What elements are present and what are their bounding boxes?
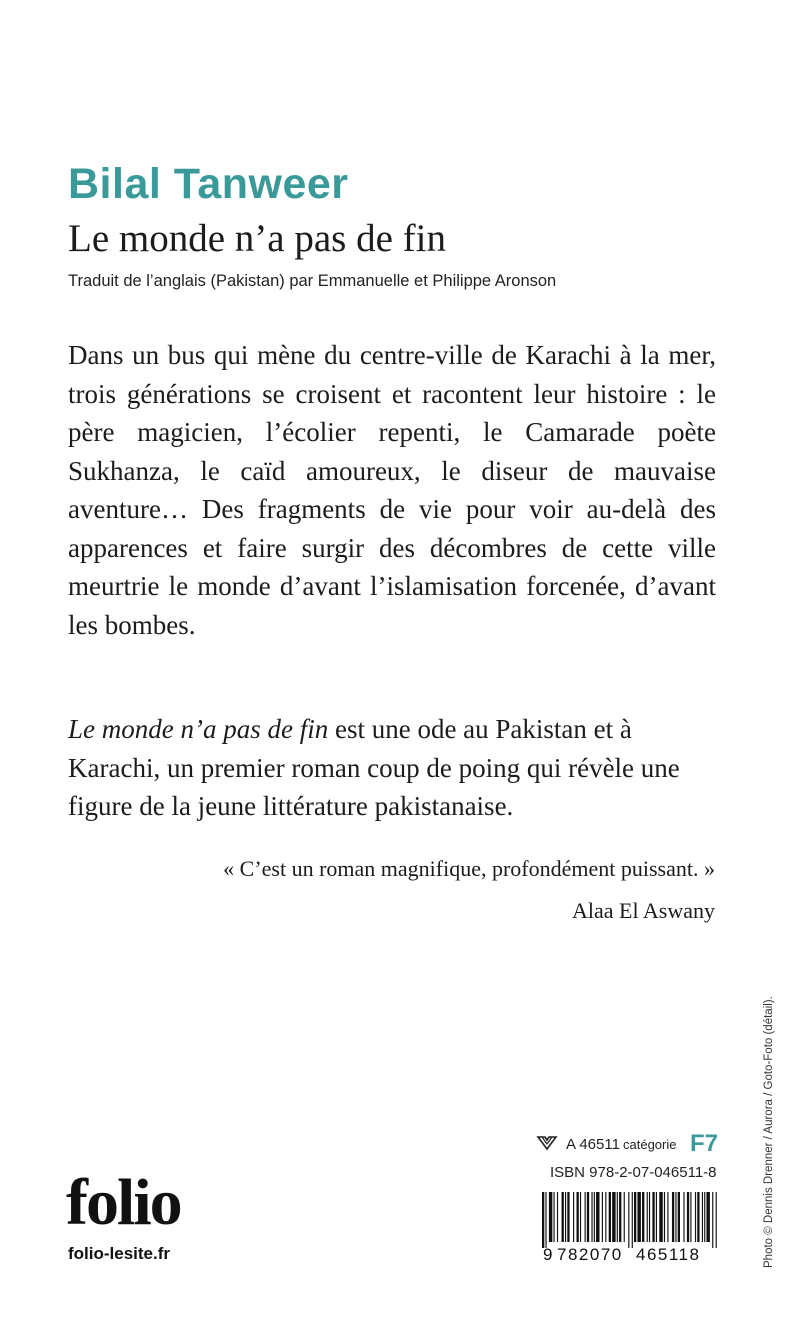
barcode-bar [716, 1192, 717, 1248]
author-name: Bilal Tanweer [68, 160, 349, 208]
barcode-bar [667, 1192, 668, 1242]
barcode-bar [712, 1192, 713, 1248]
publisher-website: folio-lesite.fr [68, 1244, 171, 1263]
category-label: catégorie [623, 1137, 677, 1152]
isbn: ISBN 978-2-07-046511-8 [550, 1164, 717, 1181]
barcode-bar [596, 1192, 599, 1242]
barcode-bar [587, 1192, 589, 1242]
barcode-bar [706, 1192, 709, 1242]
barcode-bar [549, 1192, 552, 1242]
barcode-bar [554, 1192, 555, 1242]
catalog-number: A 46511 [566, 1136, 620, 1153]
quote-attribution: Alaa El Aswany [572, 898, 715, 923]
barcode-bar [683, 1192, 684, 1242]
barcode-bar [634, 1192, 636, 1242]
barcode-bar [609, 1192, 611, 1242]
barcode-right-group: 465118 [636, 1245, 701, 1264]
barcode-bar [628, 1192, 629, 1248]
barcode-bar [577, 1192, 579, 1242]
barcode-bar [585, 1192, 586, 1242]
barcode-bar [580, 1192, 581, 1242]
barcode-bar [702, 1192, 703, 1242]
barcode-bar [637, 1192, 640, 1242]
barcode-bar [557, 1192, 558, 1242]
barcode-bar [690, 1192, 691, 1242]
barcode-first-digit: 9 [543, 1245, 553, 1264]
barcode-bar [542, 1192, 544, 1248]
photo-credit: Photo © Dennis Drenner / Aurora / Goto-Foto (détail). [763, 996, 775, 1268]
barcode-bar [594, 1192, 595, 1242]
category-code: F7 [690, 1130, 719, 1157]
pitch-italic-title: Le monde n’a pas de fin [68, 714, 329, 744]
summary-paragraph: Dans un bus qui mène du centre-ville de Karachi à la mer, trois générations se croisent et racontent leur histoire : le père magicien, l’écolier repenti, le Camarade poète Sukhanza, le caïd amoureux, le diseur de mauvaise aventure… Des fragments de vie pour voir au-delà des apparences et faire surgir des décombres de cette ville meurtrie le monde d’avant l’islamisation forcenée, d’avant les bombes. [68, 340, 716, 640]
barcode-bar [573, 1192, 574, 1242]
barcode-bar [545, 1192, 546, 1248]
barcode-bar [605, 1192, 606, 1242]
barcode-bar [659, 1192, 662, 1242]
barcode-bar [642, 1192, 644, 1242]
barcode-bar [678, 1192, 680, 1242]
barcode-bar [647, 1192, 648, 1242]
barcode-bar [675, 1192, 676, 1242]
barcode-bar [652, 1192, 654, 1242]
barcode-bar [656, 1192, 657, 1242]
fold-symbol-icon [536, 1135, 558, 1151]
barcode-bar [565, 1192, 566, 1242]
pitch-text: est une ode au Pakistan et à Karachi, un premier roman coup de poing qui révèle une figure de la jeune littérature pakistanaise. [68, 714, 680, 821]
barcode-bar [687, 1192, 689, 1242]
barcode-bar [591, 1192, 592, 1242]
pitch-paragraph [68, 710, 716, 826]
catalog-code [536, 1128, 719, 1157]
barcode-bar [697, 1192, 699, 1242]
barcode-bar [695, 1192, 696, 1242]
barcode-bar [624, 1192, 625, 1242]
barcode-bar [632, 1192, 633, 1248]
barcode-bar [612, 1192, 615, 1242]
book-title: Le monde n’a pas de fin [68, 217, 446, 260]
barcode-bar [602, 1192, 603, 1242]
barcode-bar [617, 1192, 618, 1242]
barcode-left-group: 782070 [557, 1245, 623, 1264]
barcode-bar [619, 1192, 621, 1242]
folio-logo: folio [66, 1166, 181, 1239]
translator-credit: Traduit de l’anglais (Pakistan) par Emmanuelle et Philippe Aronson [68, 272, 557, 290]
barcode-bar [672, 1192, 674, 1242]
barcode-bar [664, 1192, 665, 1242]
barcode-bar [567, 1192, 569, 1242]
barcode [540, 1192, 720, 1248]
barcode-bar [649, 1192, 650, 1242]
review-quote: « C’est un roman magnifique, profondément puissant. » [223, 856, 715, 881]
barcode-bar [704, 1192, 705, 1242]
barcode-bar [562, 1192, 564, 1242]
